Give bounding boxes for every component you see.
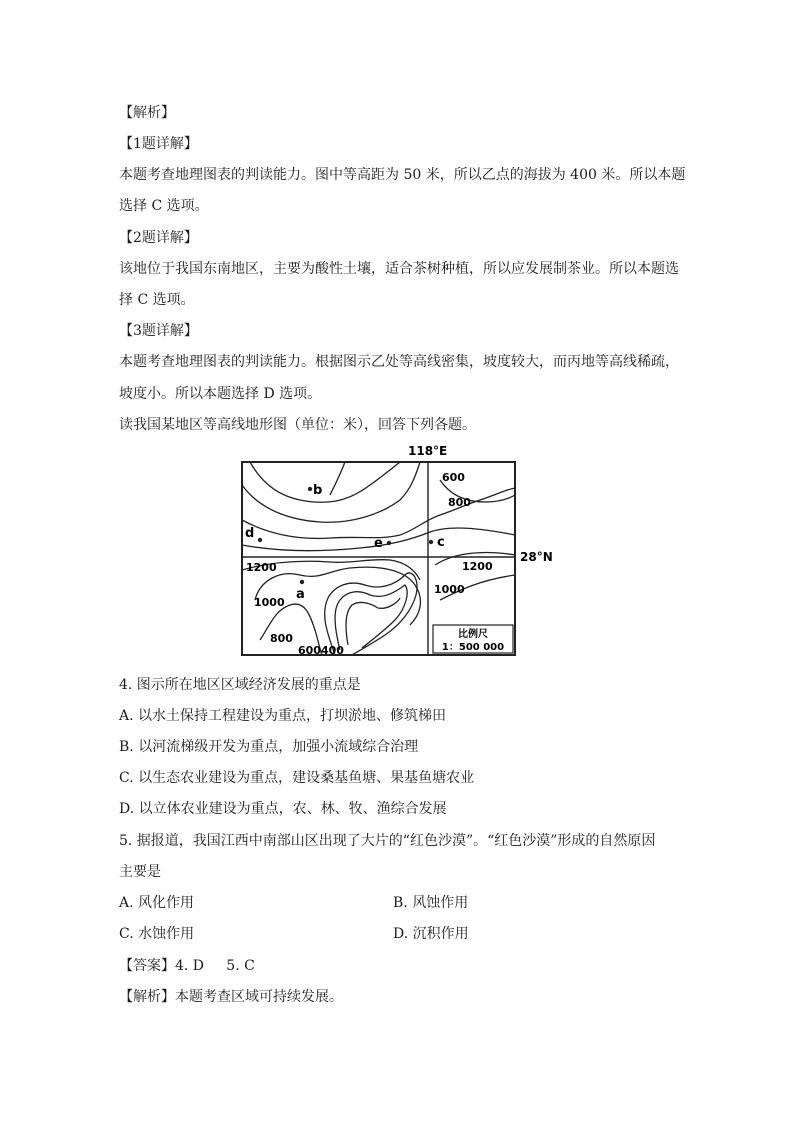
q3-detail-heading: 【3题详解】 (119, 323, 198, 339)
analysis-line: 【解析】本题考查区域可持续发展。 (119, 989, 343, 1005)
question-4-option-d: D. 以立体农业建设为重点，农、林、牧、渔综合发展 (119, 801, 447, 817)
point-a-label: a (296, 587, 305, 602)
contour-map (240, 440, 553, 660)
contour-1000-right: 1000 (434, 583, 465, 596)
answer-line: 【答案】4. D 5. C (119, 958, 255, 974)
point-e-dot (387, 541, 391, 545)
question-4-option-a: A. 以水土保持工程建设为重点，打坝淤地、修筑梯田 (119, 708, 447, 724)
question-5-stem-2: 主要是 (119, 864, 161, 880)
q1-detail-heading: 【1题详解】 (119, 136, 198, 152)
point-a-dot (300, 580, 304, 584)
scale-value: 1：500 000 (441, 642, 505, 653)
map-intro-text: 读我国某地区等高线地形图（单位：米），回答下列各题。 (119, 417, 476, 433)
q1-detail-text-2: 选择 C 选项。 (119, 198, 209, 214)
contour-600-top: 600 (442, 471, 465, 484)
contour-1200-left: 1200 (246, 561, 277, 574)
contour-map-svg (240, 440, 553, 660)
point-d-dot (258, 538, 262, 542)
question-4-option-b: B. 以河流梯级开发为重点，加强小流域综合治理 (119, 739, 419, 755)
point-e-label: e (374, 536, 383, 551)
question-4-option-c: C. 以生态农业建设为重点，建设桑基鱼塘、果基鱼塘农业 (119, 770, 475, 786)
contour-1200-right: 1200 (462, 560, 493, 573)
q1-detail-text-1: 本题考查地理图表的判读能力。图中等高距为 50 米，所以乙点的海拔为 400 米。所以本题 (119, 167, 686, 183)
contour-800-bottom: 800 (270, 632, 293, 645)
point-b-dot (308, 487, 312, 491)
point-b-label: b (313, 483, 323, 498)
contour-1000-left: 1000 (254, 596, 285, 609)
contour-800-top: 800 (448, 496, 471, 509)
question-5-option-b: B. 风蚀作用 (393, 895, 469, 911)
question-5-option-a: A. 风化作用 (119, 895, 195, 911)
q2-detail-text-2: 择 C 选项。 (119, 292, 195, 308)
question-5-option-c: C. 水蚀作用 (119, 926, 195, 942)
point-c-dot (429, 540, 433, 544)
question-4-stem: 4. 图示所在地区区域经济发展的重点是 (119, 677, 361, 693)
question-5-option-d: D. 沉积作用 (393, 926, 469, 942)
question-5-stem-1: 5. 据报道，我国江西中南部山区出现了大片的“红色沙漠”。“红色沙漠”形成的自然原因 (119, 833, 656, 849)
contour-600-400-bottom: 600400 (298, 644, 344, 657)
scale-title: 比例尺 (458, 629, 488, 640)
point-d-label: d (245, 526, 255, 541)
longitude-label: 118°E (408, 444, 448, 458)
q3-detail-text-1: 本题考查地理图表的判读能力。根据图示乙处等高线密集，坡度较大，而丙地等高线稀疏， (119, 354, 679, 370)
analysis-heading: 【解析】 (119, 105, 175, 121)
latitude-label: 28°N (520, 550, 553, 564)
point-c-label: c (437, 535, 445, 550)
q2-detail-heading: 【2题详解】 (119, 230, 198, 246)
q2-detail-text-1: 该地位于我国东南地区，主要为酸性土壤，适合茶树种植，所以应发展制茶业。所以本题选 (119, 261, 679, 277)
q3-detail-text-2: 坡度小。所以本题选择 D 选项。 (119, 386, 322, 402)
